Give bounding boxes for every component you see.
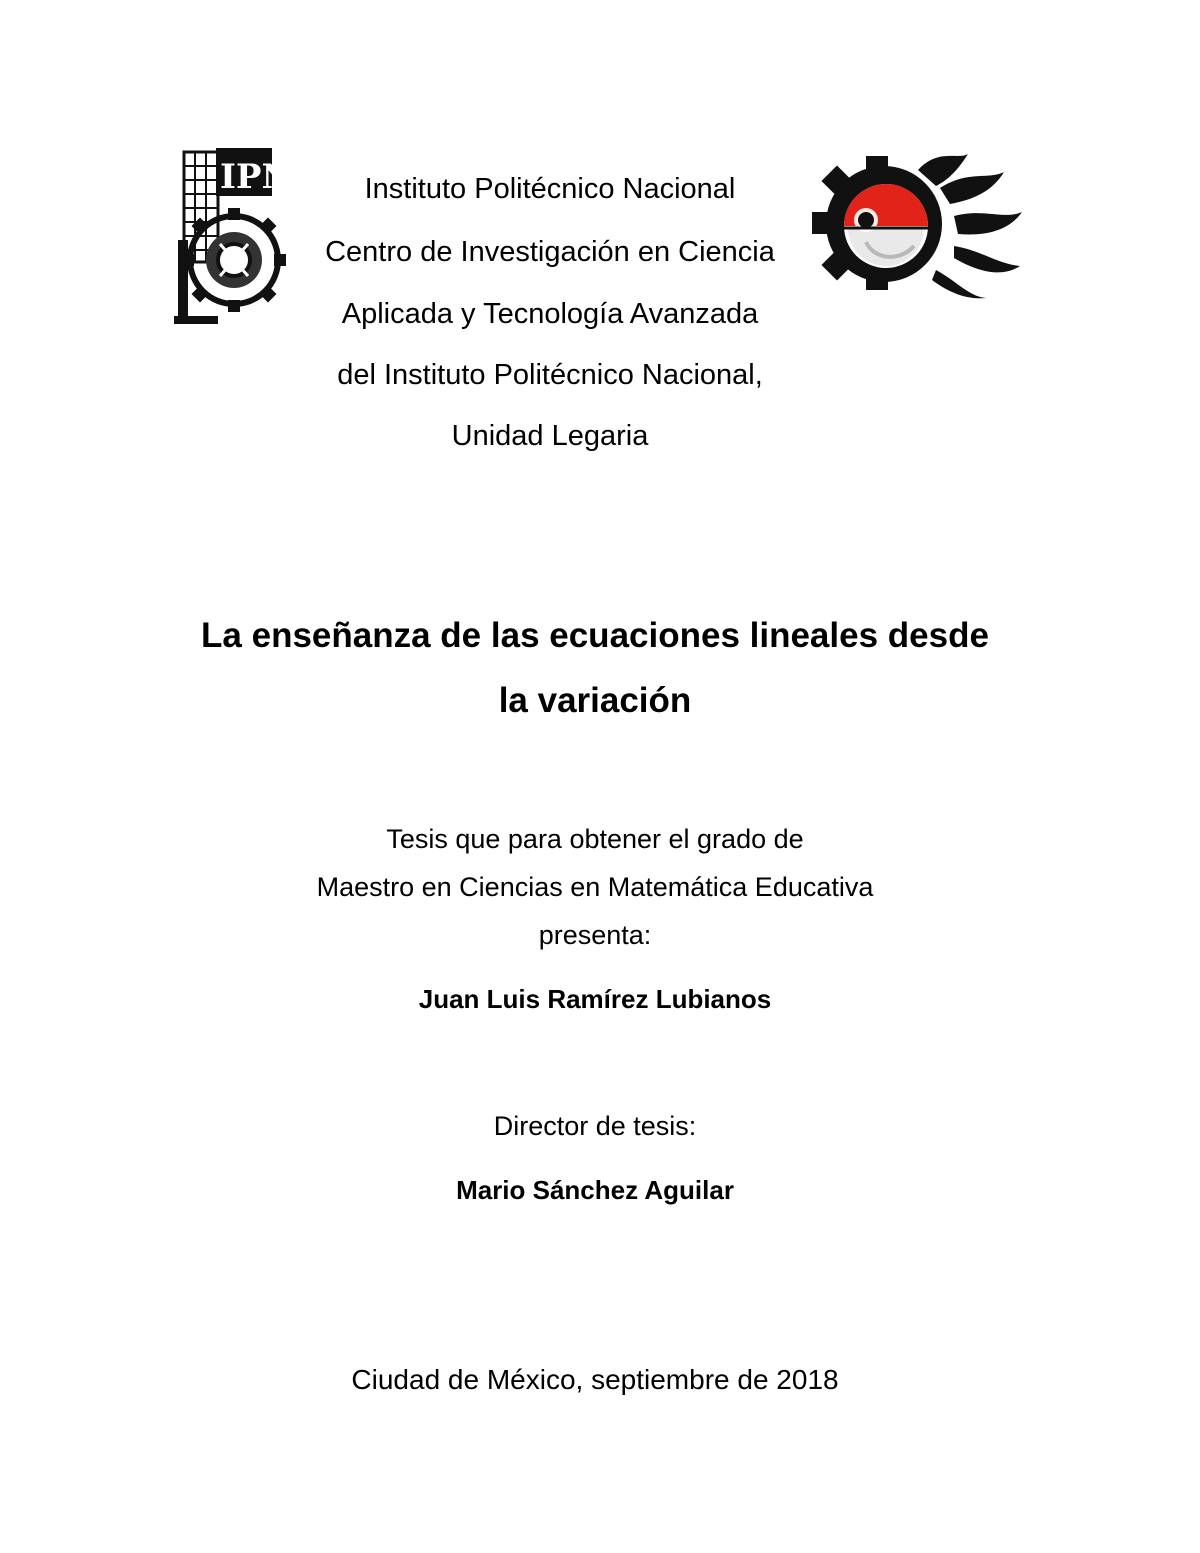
thesis-title-line-1: La enseñanza de las ecuaciones lineales desde: [201, 616, 989, 655]
institution-line-5: Unidad Legaria: [451, 420, 649, 452]
place-date: Ciudad de México, septiembre de 2018: [351, 1364, 839, 1395]
degree-purpose-line-1: Tesis que para obtener el grado de: [386, 824, 804, 854]
director-name: Mario Sánchez Aguilar: [456, 1175, 734, 1205]
degree-purpose-line-3: presenta:: [538, 920, 652, 950]
degree-purpose-line-2: Maestro en Ciencias en Matemática Educativa: [316, 872, 874, 902]
author-name: Juan Luis Ramírez Lubianos: [418, 984, 772, 1014]
institution-line-1: Instituto Politécnico Nacional: [364, 173, 736, 205]
director-label: Director de tesis:: [493, 1111, 697, 1141]
institution-line-3: Aplicada y Tecnología Avanzada: [341, 298, 759, 330]
institution-line-2: Centro de Investigación en Ciencia: [325, 236, 775, 268]
institution-line-4: del Instituto Politécnico Nacional,: [337, 359, 763, 391]
svg-text:IPN: IPN: [220, 157, 290, 197]
thesis-title-line-2: la variación: [498, 681, 692, 720]
